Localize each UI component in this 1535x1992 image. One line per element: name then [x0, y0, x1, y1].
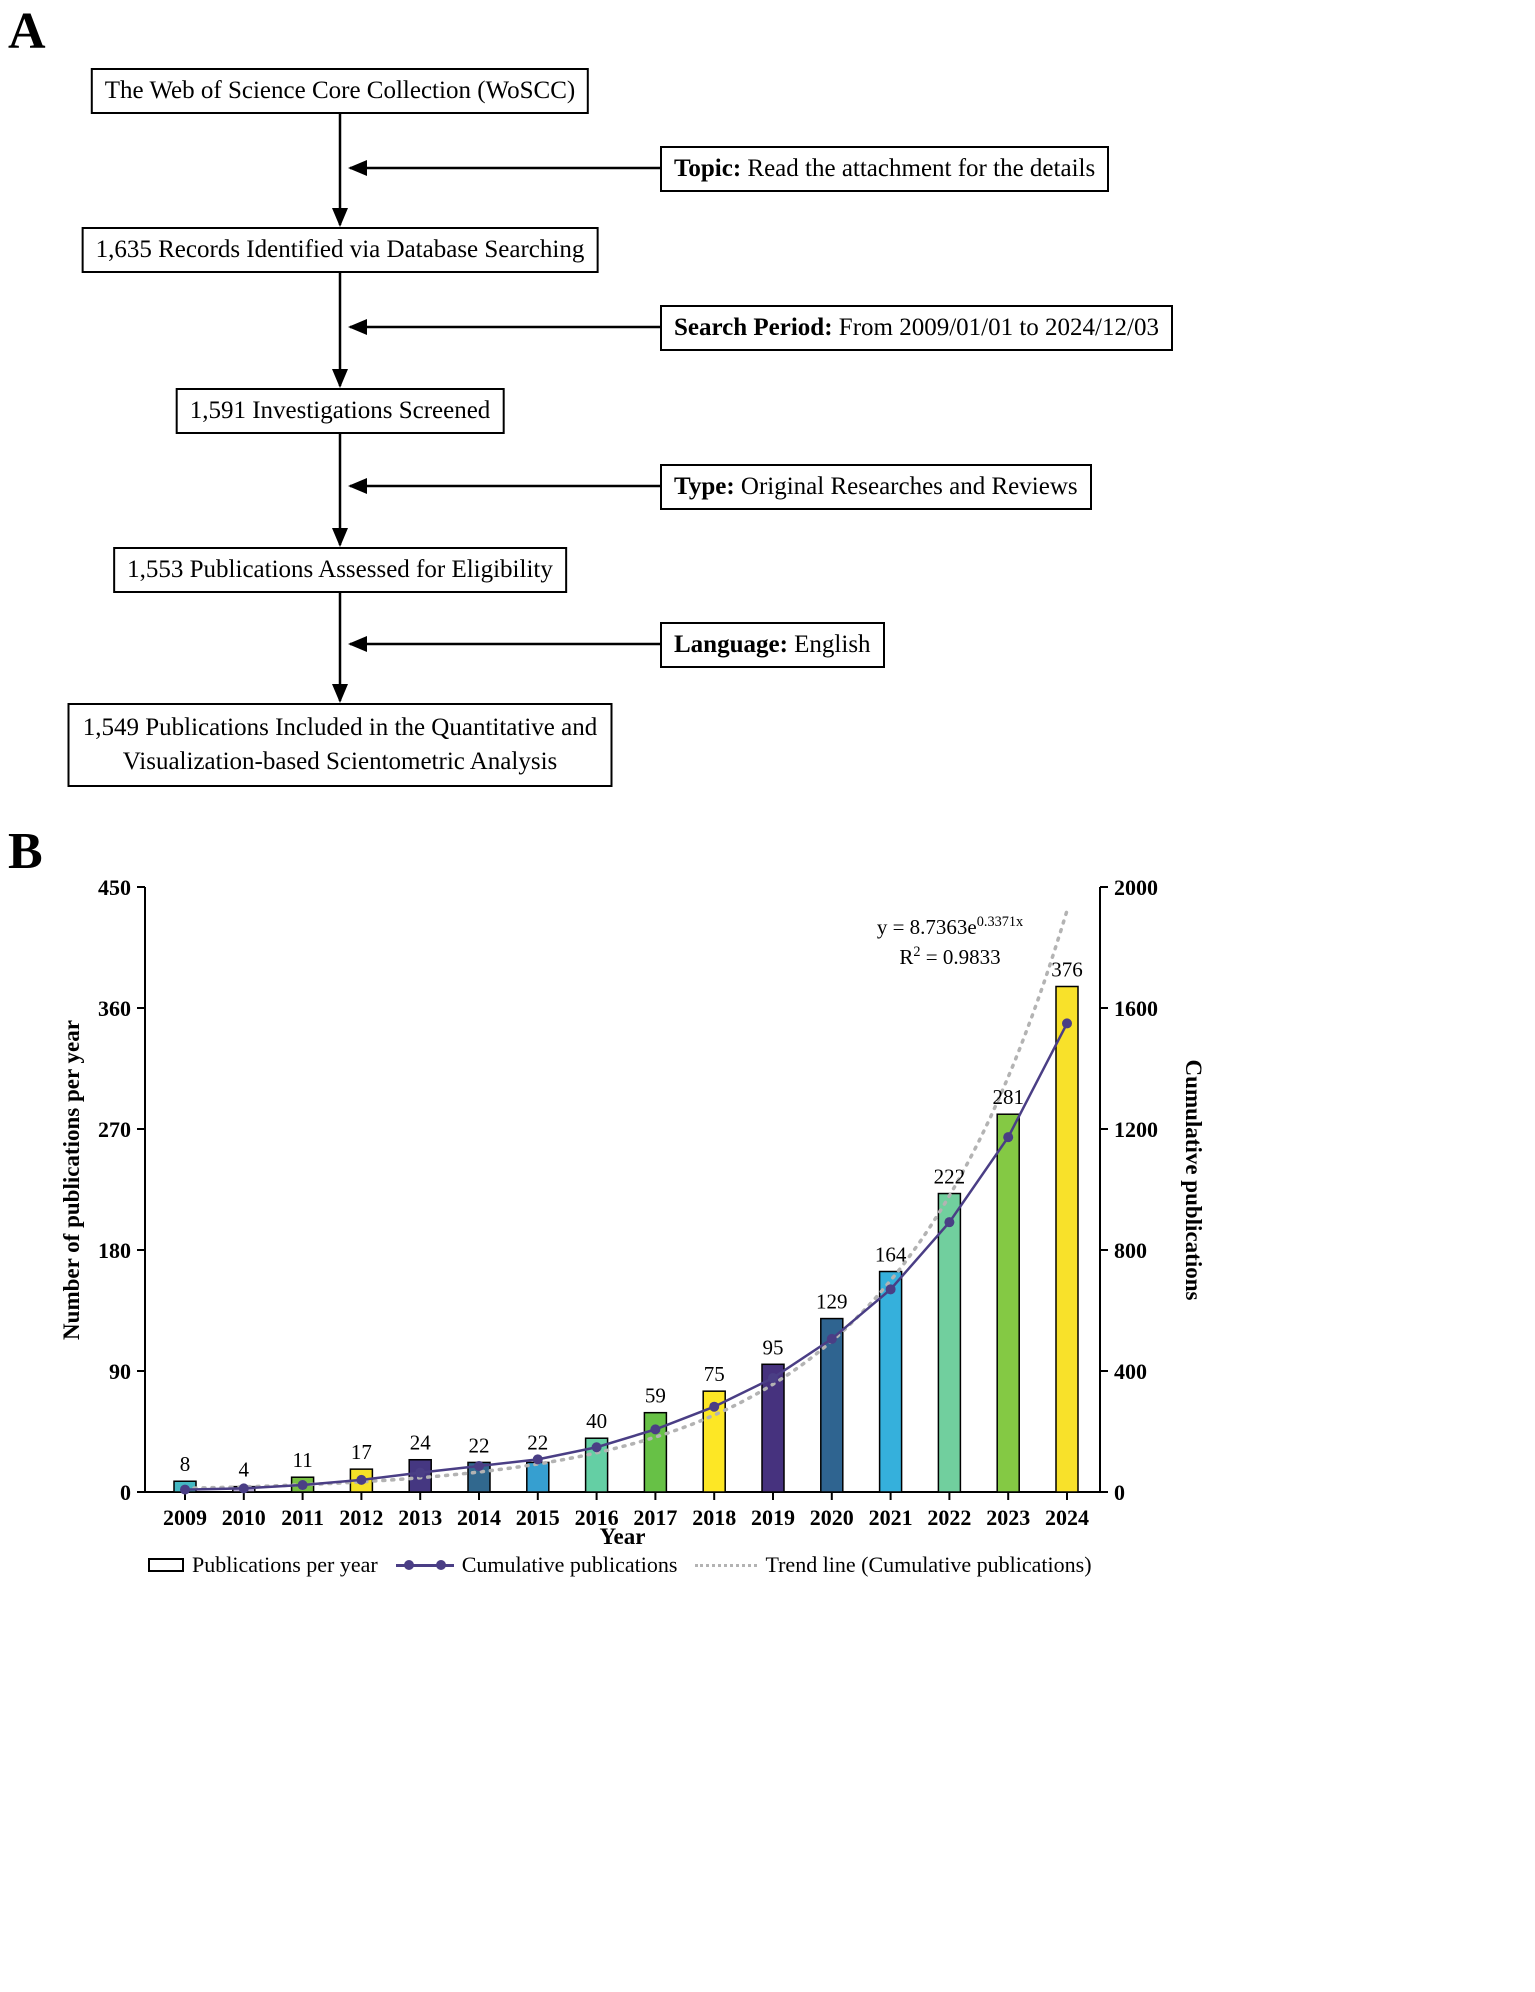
cumulative-marker-2015 [533, 1454, 543, 1464]
cumulative-marker-2011 [298, 1480, 308, 1490]
y-left-tick-label: 90 [109, 1359, 131, 1384]
bar-value-label: 164 [874, 1242, 907, 1267]
bar-2021 [880, 1272, 902, 1492]
cumulative-marker-2009 [180, 1485, 190, 1495]
panel-a-label: A [8, 3, 46, 60]
y-left-tick-label: 180 [98, 1238, 131, 1263]
cumulative-marker-2023 [1003, 1132, 1013, 1142]
bar-value-label: 281 [992, 1085, 1024, 1110]
r-squared [800, 942, 1100, 972]
y-right-tick-label: 400 [1114, 1359, 1147, 1384]
trend-line [185, 911, 1067, 1489]
y-axis-left-title: Number of publications per year [59, 1020, 84, 1340]
legend-item-publications-per-year [148, 1552, 378, 1578]
bar-2015 [527, 1462, 549, 1492]
side-box-period-text: From 2009/01/01 to 2024/12/03 [832, 314, 1159, 341]
bar-value-label: 24 [409, 1430, 431, 1455]
panel-b-label: B [8, 823, 43, 880]
cumulative-marker-2024 [1062, 1018, 1072, 1028]
x-tick-label: 2012 [339, 1505, 384, 1530]
cumulative-marker-2017 [650, 1424, 660, 1434]
x-tick-label: 2011 [281, 1505, 324, 1530]
x-axis-title: Year [599, 1524, 646, 1549]
cumulative-marker-2018 [709, 1402, 719, 1412]
legend-label-publications: Publications per year [192, 1552, 378, 1577]
flowchart-box-investigations-screened: 1,591 Investigations Screened [176, 388, 505, 434]
legend-label-cumulative: Cumulative publications [461, 1552, 678, 1577]
y-right-tick-label: 1200 [1114, 1117, 1158, 1142]
cumulative-marker-2021 [886, 1284, 896, 1294]
x-tick-label: 2017 [633, 1505, 678, 1530]
side-box-period-prefix: Search Period: [674, 314, 833, 341]
line-swatch-icon [396, 1558, 454, 1572]
r-squared-base: R [899, 945, 914, 970]
x-tick-label: 2020 [809, 1505, 854, 1530]
bar-value-label: 4 [238, 1457, 250, 1482]
cumulative-marker-2016 [592, 1442, 602, 1452]
chart-legend [148, 1552, 1092, 1578]
bar-value-label: 17 [350, 1440, 372, 1465]
bar-value-label: 22 [468, 1433, 490, 1458]
flowchart-box-records-identified: 1,635 Records Identified via Database Searching [82, 227, 599, 273]
x-tick-label: 2018 [692, 1505, 737, 1530]
flowchart-box-included-analysis: 1,549 Publications Included in the Quantitative and Visualization-based Scientometric Analysis [68, 703, 613, 787]
x-tick-label: 2009 [163, 1505, 207, 1530]
x-tick-label: 2023 [986, 1505, 1031, 1530]
y-left-tick-label: 0 [120, 1480, 131, 1505]
side-box-type-prefix: Type: [674, 473, 735, 500]
cumulative-marker-2010 [239, 1483, 249, 1493]
bar-value-label: 75 [703, 1362, 725, 1387]
equation-base: y = 8.7363e [876, 915, 977, 939]
side-box-topic-text: Read the attachment for the details [741, 155, 1096, 182]
flowchart-box-woscc: The Web of Science Core Collection (WoSCC) [91, 68, 589, 114]
cumulative-marker-2020 [827, 1334, 837, 1344]
cumulative-marker-2013 [415, 1468, 425, 1478]
legend-item-cumulative [396, 1552, 678, 1578]
side-box-type-text: Original Researches and Reviews [734, 473, 1078, 500]
x-tick-label: 2015 [515, 1505, 560, 1530]
flowchart-box-assessed-eligibility: 1,553 Publications Assessed for Eligibility [113, 547, 567, 593]
y-left-tick-label: 360 [98, 996, 131, 1021]
y-axis-right-title: Cumulative publications [1181, 1059, 1206, 1301]
side-box-language-prefix: Language: [674, 631, 788, 658]
y-right-tick-label: 0 [1114, 1480, 1125, 1505]
equation-exponent: 0.3371x [976, 914, 1024, 930]
y-right-tick-label: 1600 [1114, 996, 1158, 1021]
x-tick-label: 2019 [751, 1505, 795, 1530]
dotted-line-swatch-icon [695, 1564, 757, 1567]
bar-value-label: 40 [586, 1409, 608, 1434]
legend-item-trend [695, 1552, 1091, 1578]
r-squared-value: = 0.9833 [920, 945, 1001, 970]
bar-2023 [997, 1114, 1019, 1492]
bar-value-label: 95 [762, 1335, 784, 1360]
side-box-topic-prefix: Topic: [674, 155, 742, 182]
bar-2022 [938, 1194, 960, 1492]
trend-equation-block [800, 912, 1100, 973]
bar-value-label: 8 [179, 1452, 191, 1477]
y-left-tick-label: 270 [98, 1117, 131, 1142]
cumulative-line [185, 1023, 1067, 1489]
trend-equation [800, 912, 1100, 942]
r-squared-sup: 2 [913, 944, 921, 961]
y-left-tick-label: 450 [98, 875, 131, 900]
bar-value-label: 222 [933, 1164, 966, 1189]
cumulative-marker-2022 [944, 1217, 954, 1227]
x-tick-label: 2013 [398, 1505, 443, 1530]
cumulative-marker-2012 [356, 1475, 366, 1485]
x-tick-label: 2021 [868, 1505, 913, 1530]
y-right-tick-label: 800 [1114, 1238, 1147, 1263]
x-tick-label: 2024 [1045, 1505, 1089, 1530]
bar-swatch-icon [148, 1558, 184, 1572]
cumulative-marker-2019 [768, 1373, 778, 1383]
bar-value-label: 11 [292, 1448, 313, 1473]
x-tick-label: 2022 [927, 1505, 972, 1530]
legend-label-trend: Trend line (Cumulative publications) [765, 1552, 1092, 1577]
bar-value-label: 59 [644, 1383, 666, 1408]
bar-2024 [1056, 986, 1078, 1492]
x-tick-label: 2014 [457, 1505, 501, 1530]
y-right-tick-label: 2000 [1114, 875, 1158, 900]
cumulative-marker-2014 [474, 1461, 484, 1471]
bar-value-label: 129 [816, 1289, 848, 1314]
x-tick-label: 2016 [574, 1505, 619, 1530]
x-tick-label: 2010 [221, 1505, 266, 1530]
side-box-language-text: English [787, 631, 871, 658]
bar-value-label: 22 [527, 1430, 549, 1455]
bar-value-label: 376 [1051, 957, 1083, 982]
